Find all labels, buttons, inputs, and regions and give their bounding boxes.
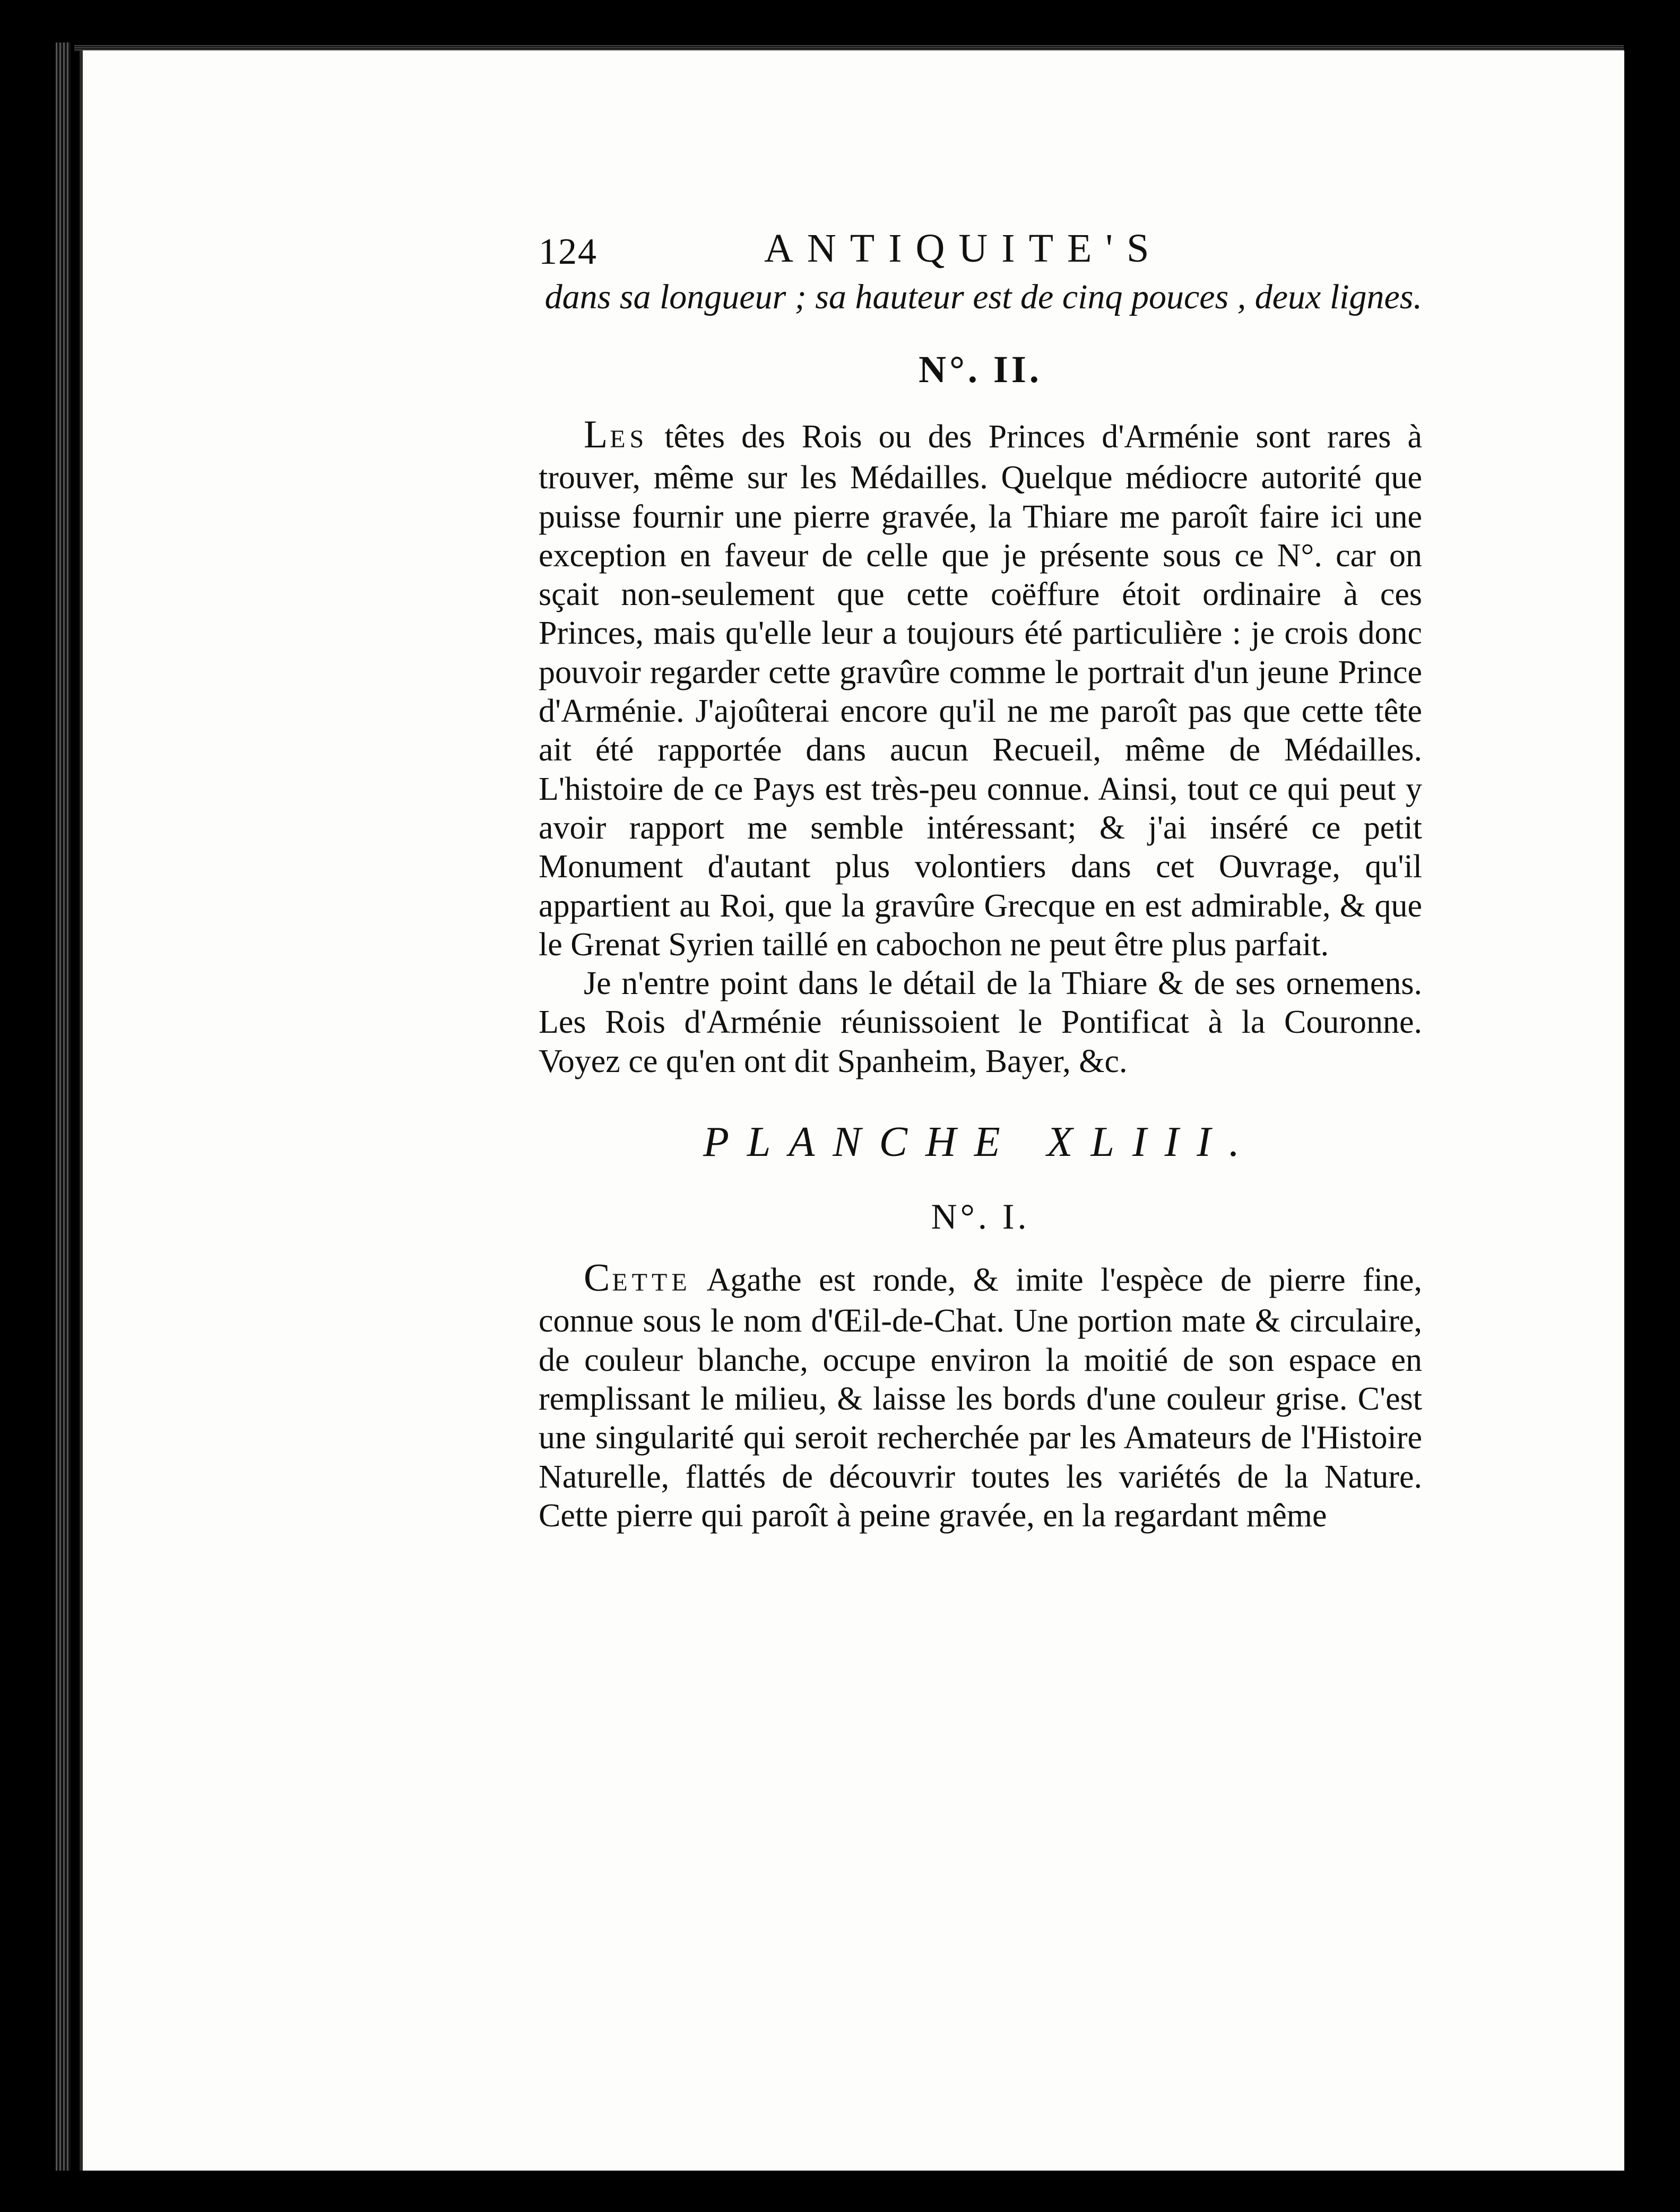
paragraph: Je n'entre point dans le détail de la Thiare & de ses ornemens. Les Rois d'Arménie réunissoient le Pontificat à la Couronne. Voyez ce qu'en ont dit Spanheim, Bayer, &c. [539, 965, 1422, 1079]
paragraph [539, 1256, 1422, 1535]
section-heading-no-2: N°. II. [919, 348, 1042, 391]
running-title: ANTIQUITE'S [764, 226, 1163, 271]
lettrine: L [584, 413, 610, 456]
catch-line: dans sa longueur ; sa hauteur est de cinq pouces , deux lignes. [544, 278, 1422, 316]
section-heading-no-1: N°. I. [931, 1196, 1030, 1237]
running-head [539, 226, 1422, 276]
book-gutter [56, 42, 71, 2171]
paragraph-text: têtes des Rois ou des Princes d'Arménie sont rares à trouver, même sur les Médailles. Quelque médiocre autorité que puisse fournir une pierre gravée, la Thiare me paroît faire ici une exception en faveur de celle que je présente sous ce N°. car on sçait non-seulement que cette coëffure étoit ordinaire à ces Princes, mais qu'elle leur a toujours été particulière : je crois donc pouvoir regarder cette gravûre comme le portrait d'un jeune Prince d'Arménie. J'ajoûterai encore qu'il ne me paroît pas que cette tête ait été rapportée dans aucun Recueil, même de Médailles. L'histoire de ce Pays est très-peu connue. Ainsi, tout ce qui peut y avoir rapport me semble intéressant; & j'ai inséré ce petit Monument d'autant plus volontiers dans cet Ouvrage, qu'il appartient au Roi, que la gravûre Grecque en est admirable, & que le Grenat Syrien taillé en cabochon ne peut être plus parfait. [539, 419, 1422, 963]
small-caps: ES [610, 425, 648, 453]
plate-heading: PLANCHE XLIII. [703, 1119, 1258, 1166]
lettrine: C [584, 1256, 612, 1300]
paragraph-text: Agathe est ronde, & imite l'espèce de pierre fine, connue sous le nom d'Œil-de-Chat. Une portion mate & circulaire, de couleur blanche, occupe environ la moitié de son espace en remplissant le milieu, & laisse les bords d'une couleur grise. C'est une singularité qui seroit recherchée par les Amateurs de l'Histoire Naturelle, flattés de découvrir toutes les variétés de la Nature. Cette pierre qui paroît à peine gravée, en la regardant même [539, 1262, 1422, 1534]
text-block [539, 226, 1422, 1535]
page-number: 124 [539, 231, 597, 272]
paragraph [539, 413, 1422, 964]
small-caps: ETTE [612, 1268, 691, 1297]
